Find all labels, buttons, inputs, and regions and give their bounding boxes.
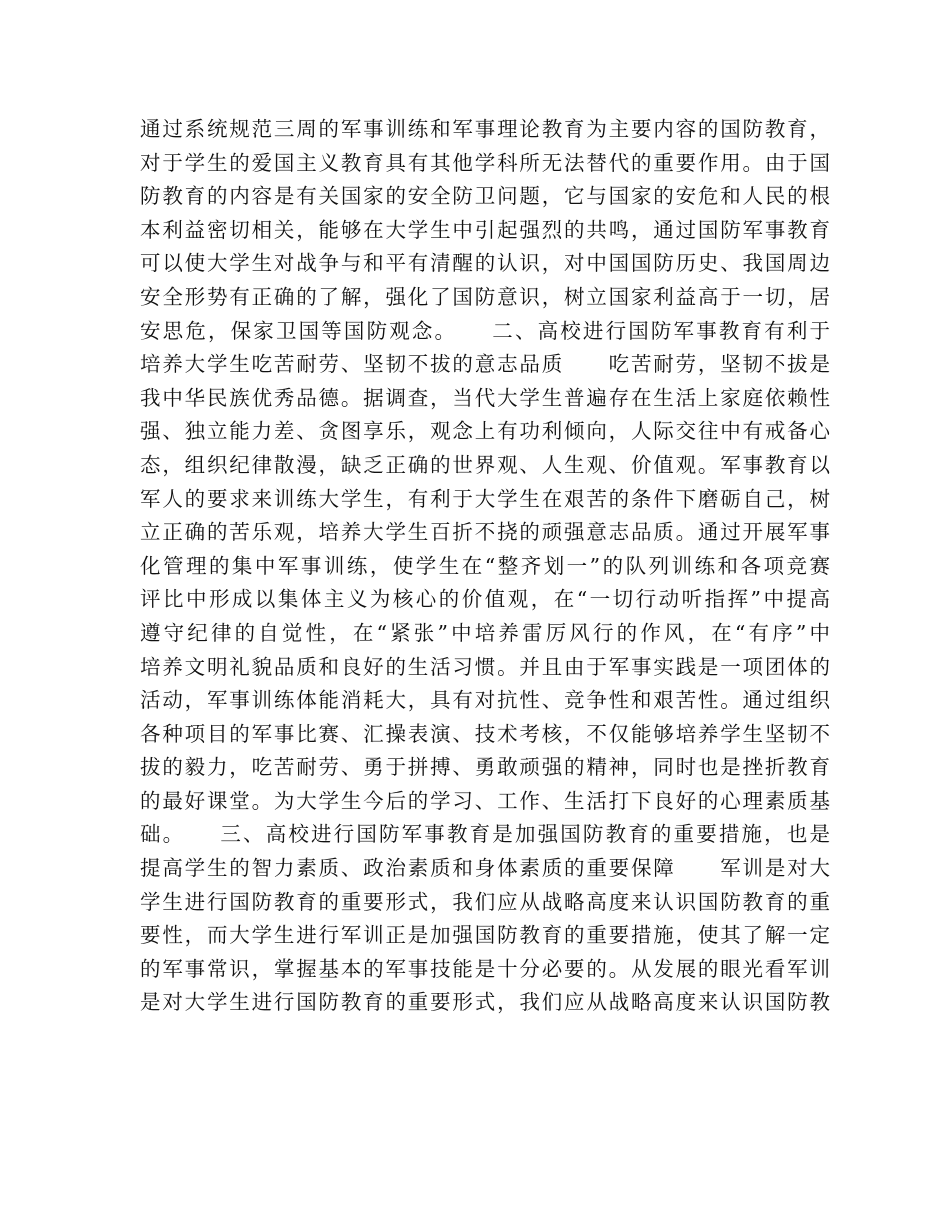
text-line: 通过系统规范三周的军事训练和军事理论教育为主要内容的国防教育， — [140, 117, 830, 141]
text-line: 各种项目的军事比赛、汇操表演、技术考核，不仅能够培养学生坚韧不 — [140, 721, 830, 746]
text-line: 培养大学生吃苦耐劳、坚韧不拔的意志品质 吃苦耐劳，坚韧不拔是 — [140, 352, 830, 377]
text-line: 要性，而大学生进行军训正是加强国防教育的重要措施，使其了解一定 — [140, 923, 830, 948]
text-line: 可以使大学生对战争与和平有清醒的认识，对中国国防历史、我国周边 — [140, 251, 830, 276]
text-line: 态，组织纪律散漫，缺乏正确的世界观、人生观、价值观。军事教育以 — [140, 452, 830, 477]
text-line: 拔的毅力，吃苦耐劳、勇于拼搏、勇敢顽强的精神，同时也是挫折教育 — [140, 755, 830, 780]
text-line: 立正确的苦乐观，培养大学生百折不挠的顽强意志品质。通过开展军事 — [140, 520, 830, 545]
text-line: 提高学生的智力素质、政治素质和身体素质的重要保障 军训是对大 — [140, 856, 830, 881]
text-line: 遵守纪律的自觉性，在“紧张”中培养雷厉风行的作风，在“有序”中 — [140, 620, 830, 645]
text-line: 我中华民族优秀品德。据调查，当代大学生普遍存在生活上家庭依赖性 — [140, 385, 830, 410]
text-line: 学生进行国防教育的重要形式，我们应从战略高度来认识国防教育的重 — [140, 889, 830, 914]
body-text — [140, 113, 830, 1020]
text-line: 安全形势有正确的了解，强化了国防意识，树立国家利益高于一切，居 — [140, 284, 830, 309]
text-line: 对于学生的爱国主义教育具有其他学科所无法替代的重要作用。由于国 — [140, 150, 830, 175]
text-line: 军人的要求来训练大学生，有利于大学生在艰苦的条件下磨砺自己，树 — [140, 486, 830, 511]
text-line: 化管理的集中军事训练，使学生在“整齐划一”的队列训练和各项竞赛 — [140, 553, 830, 578]
text-line: 防教育的内容是有关国家的安全防卫问题，它与国家的安危和人民的根 — [140, 184, 830, 209]
text-line: 是对大学生进行国防教育的重要形式，我们应从战略高度来认识国防教 — [140, 990, 830, 1015]
text-line: 评比中形成以集体主义为核心的价值观，在“一切行动听指挥”中提高 — [140, 587, 830, 612]
text-line: 础。 三、高校进行国防军事教育是加强国防教育的重要措施，也是 — [140, 822, 830, 847]
text-line: 安思危，保家卫国等国防观念。 二、高校进行国防军事教育有利于 — [140, 318, 830, 343]
text-line: 的最好课堂。为大学生今后的学习、工作、生活打下良好的心理素质基 — [140, 788, 830, 813]
text-line: 本利益密切相关，能够在大学生中引起强烈的共鸣，通过国防军事教育 — [140, 217, 830, 242]
text-line: 活动，军事训练体能消耗大，具有对抗性、竞争性和艰苦性。通过组织 — [140, 688, 830, 713]
text-line: 培养文明礼貌品质和良好的生活习惯。并且由于军事实践是一项团体的 — [140, 654, 830, 679]
text-line: 的军事常识，掌握基本的军事技能是十分必要的。从发展的眼光看军训 — [140, 956, 830, 981]
text-line: 强、独立能力差、贪图享乐，观念上有功利倾向，人际交往中有戒备心 — [140, 419, 830, 444]
